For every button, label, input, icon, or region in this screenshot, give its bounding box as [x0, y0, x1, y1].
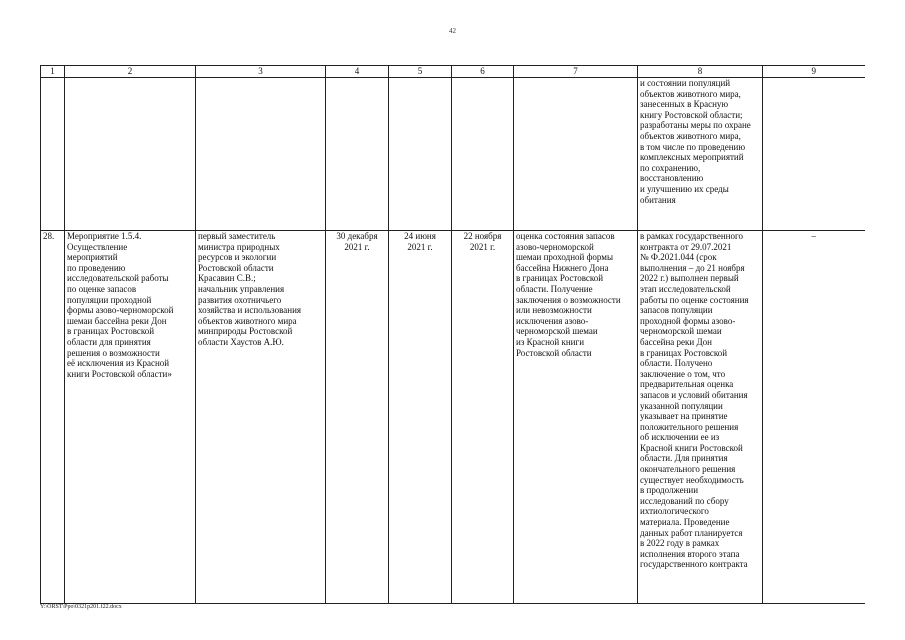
header-col-4: 4	[326, 66, 389, 78]
cont-cell-5	[389, 78, 452, 231]
table-row-continuation	[41, 78, 865, 231]
header-col-9: 9	[763, 66, 865, 78]
table-header-row	[41, 66, 865, 78]
date-planned-cell: 30 декабря 2021 г.	[326, 231, 389, 604]
header-col-6: 6	[452, 66, 514, 78]
header-col-5: 5	[389, 66, 452, 78]
footer-file-path: Y:\ORST\Ppo\0321p201.f22.docx	[40, 604, 122, 610]
header-col-1: 1	[41, 66, 65, 78]
header-col-2: 2	[65, 66, 196, 78]
actual-results-cell: в рамках государственного контракта от 29.07.2021 № Ф.2021.044 (срок выполнения – до 21 ноября 2022 г.) выполнен первый этап исследовательской работы по оценке состояния запасов популяции проходной формы азово- черноморской шемаи бассейна реки Дон в границах Ростовской области. Получено заключение о том, что предварительная оценка запасов и условий обитания указанной популяции указывает на принятие положительного решения об исключении ее из Красной книги Ростовской области. Для принятия окончательного решения существует необходимость в продолжении исследований по сбору ихтиологического материала. Проведение данных работ планируется в 2022 году в рамках исполнения второго этапа государственного контракта	[638, 231, 763, 604]
responsible-cell: первый заместитель министра природных ресурсов и экологии Ростовской области Красавин С.В.; начальник управления развития охотничьего хозяйства и использования объектов животного мира минприроды Ростовской области Хаустов А.Ю.	[196, 231, 326, 604]
event-cell: Мероприятие 1.5.4. Осуществление мероприятий по проведению исследовательской работы по оценке запасов популяции проходной формы азово-черноморской шемаи бассейна реки Дон в границах Ростовской области для принятия решения о возможности её исключения из Красной книги Ростовской области»	[65, 231, 196, 604]
page-number: 42	[449, 27, 456, 35]
planned-results-cell: оценка состояния запасов азово-черноморской шемаи проходной формы бассейна Нижнего Дона в границах Ростовской области. Получение заключения о возможности или невозможности исключения азово- черноморской шемаи из Красной книги Ростовской области	[514, 231, 638, 604]
cont-cell-9	[763, 78, 865, 231]
cont-cell-3	[196, 78, 326, 231]
header-col-8: 8	[638, 66, 763, 78]
report-table	[40, 65, 865, 604]
date-actual-end-cell: 22 ноября 2021 г.	[452, 231, 514, 604]
cont-cell-4	[326, 78, 389, 231]
cont-cell-6	[452, 78, 514, 231]
row-number-cell: 28.	[41, 231, 65, 604]
table-row-28	[41, 231, 865, 604]
notes-cell: –	[763, 231, 865, 604]
date-actual-start-cell: 24 июня 2021 г.	[389, 231, 452, 604]
cont-cell-2	[65, 78, 196, 231]
cont-cell-1	[41, 78, 65, 231]
header-col-3: 3	[196, 66, 326, 78]
header-col-7: 7	[514, 66, 638, 78]
cont-cell-actual-results: и состоянии популяций объектов животного мира, занесенных в Красную книгу Ростовской области; разработаны меры по охране объектов животного мира, в том числе по проведению комплексных мероприятий по сохранению, восстановлению и улучшению их среды обитания	[638, 78, 763, 231]
cont-cell-7	[514, 78, 638, 231]
